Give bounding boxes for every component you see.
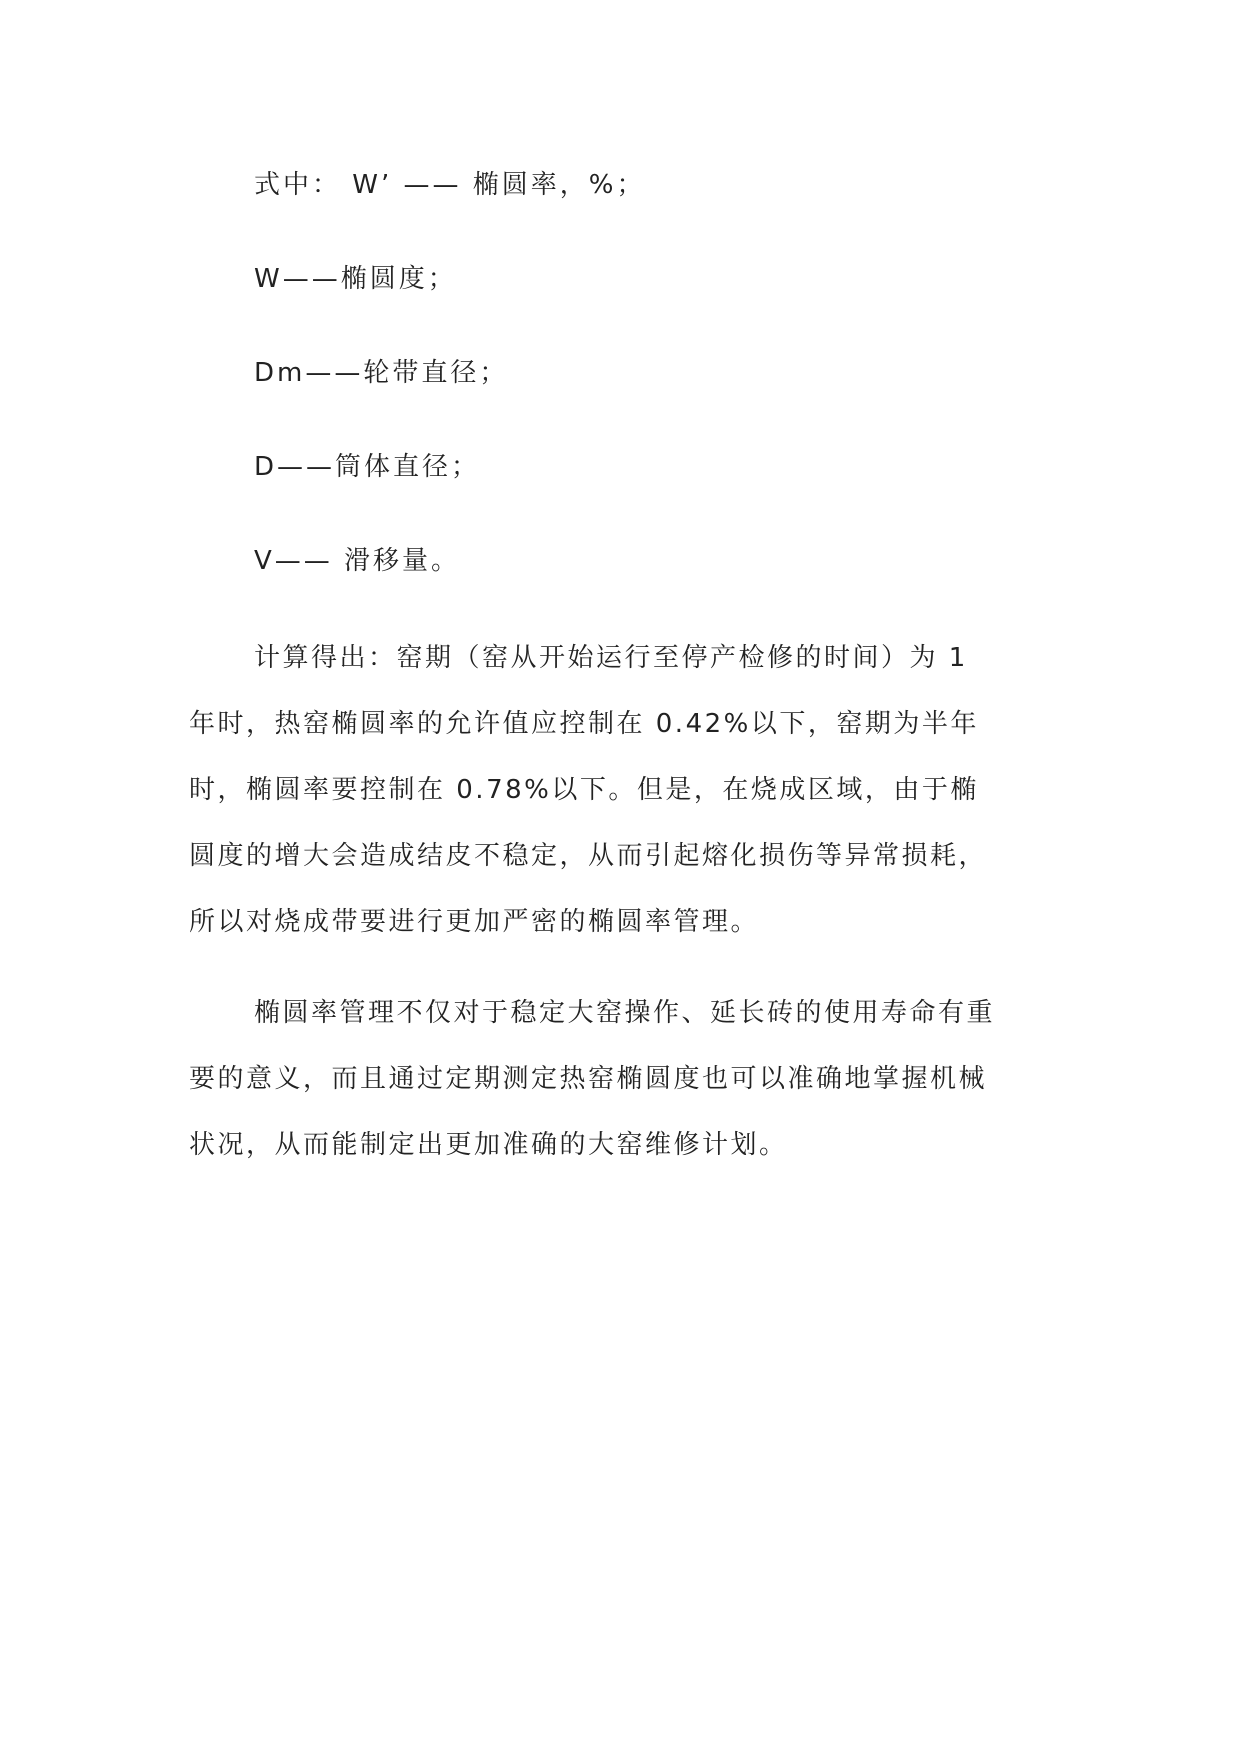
paragraph-line: 计算得出：窑期（窑从开始运行至停产检修的时间）为 1 bbox=[254, 643, 968, 673]
paragraph-line: 要的意义，而且通过定期测定热窑椭圆度也可以准确地掌握机械 bbox=[189, 1064, 988, 1094]
paragraph-line: 时，椭圆率要控制在 0.78%以下。但是，在烧成区域，由于椭 bbox=[189, 775, 979, 805]
paragraph-line: 圆度的增大会造成结皮不稳定，从而引起熔化损伤等异常损耗， bbox=[189, 841, 988, 871]
definition-line-dm: Dm——轮带直径； bbox=[254, 358, 509, 388]
definition-line-d: D——筒体直径； bbox=[254, 452, 481, 482]
definition-line-w: W——椭圆度； bbox=[254, 264, 457, 294]
paragraph-line: 椭圆率管理不仅对于稳定大窑操作、延长砖的使用寿命有重 bbox=[254, 998, 996, 1028]
paragraph-line: 状况，从而能制定出更加准确的大窑维修计划。 bbox=[189, 1130, 788, 1160]
paragraph-ellipse-management bbox=[189, 980, 1089, 1178]
definition-line-w-prime: 式中： W’ —— 椭圆率，%； bbox=[254, 170, 646, 200]
paragraph-line: 年时，热窑椭圆率的允许值应控制在 0.42%以下，窑期为半年 bbox=[189, 709, 979, 739]
definition-line-v: V—— 滑移量。 bbox=[254, 546, 461, 576]
paragraph-line: 所以对烧成带要进行更加严密的椭圆率管理。 bbox=[189, 907, 760, 937]
paragraph-calculation-result bbox=[189, 625, 1089, 955]
